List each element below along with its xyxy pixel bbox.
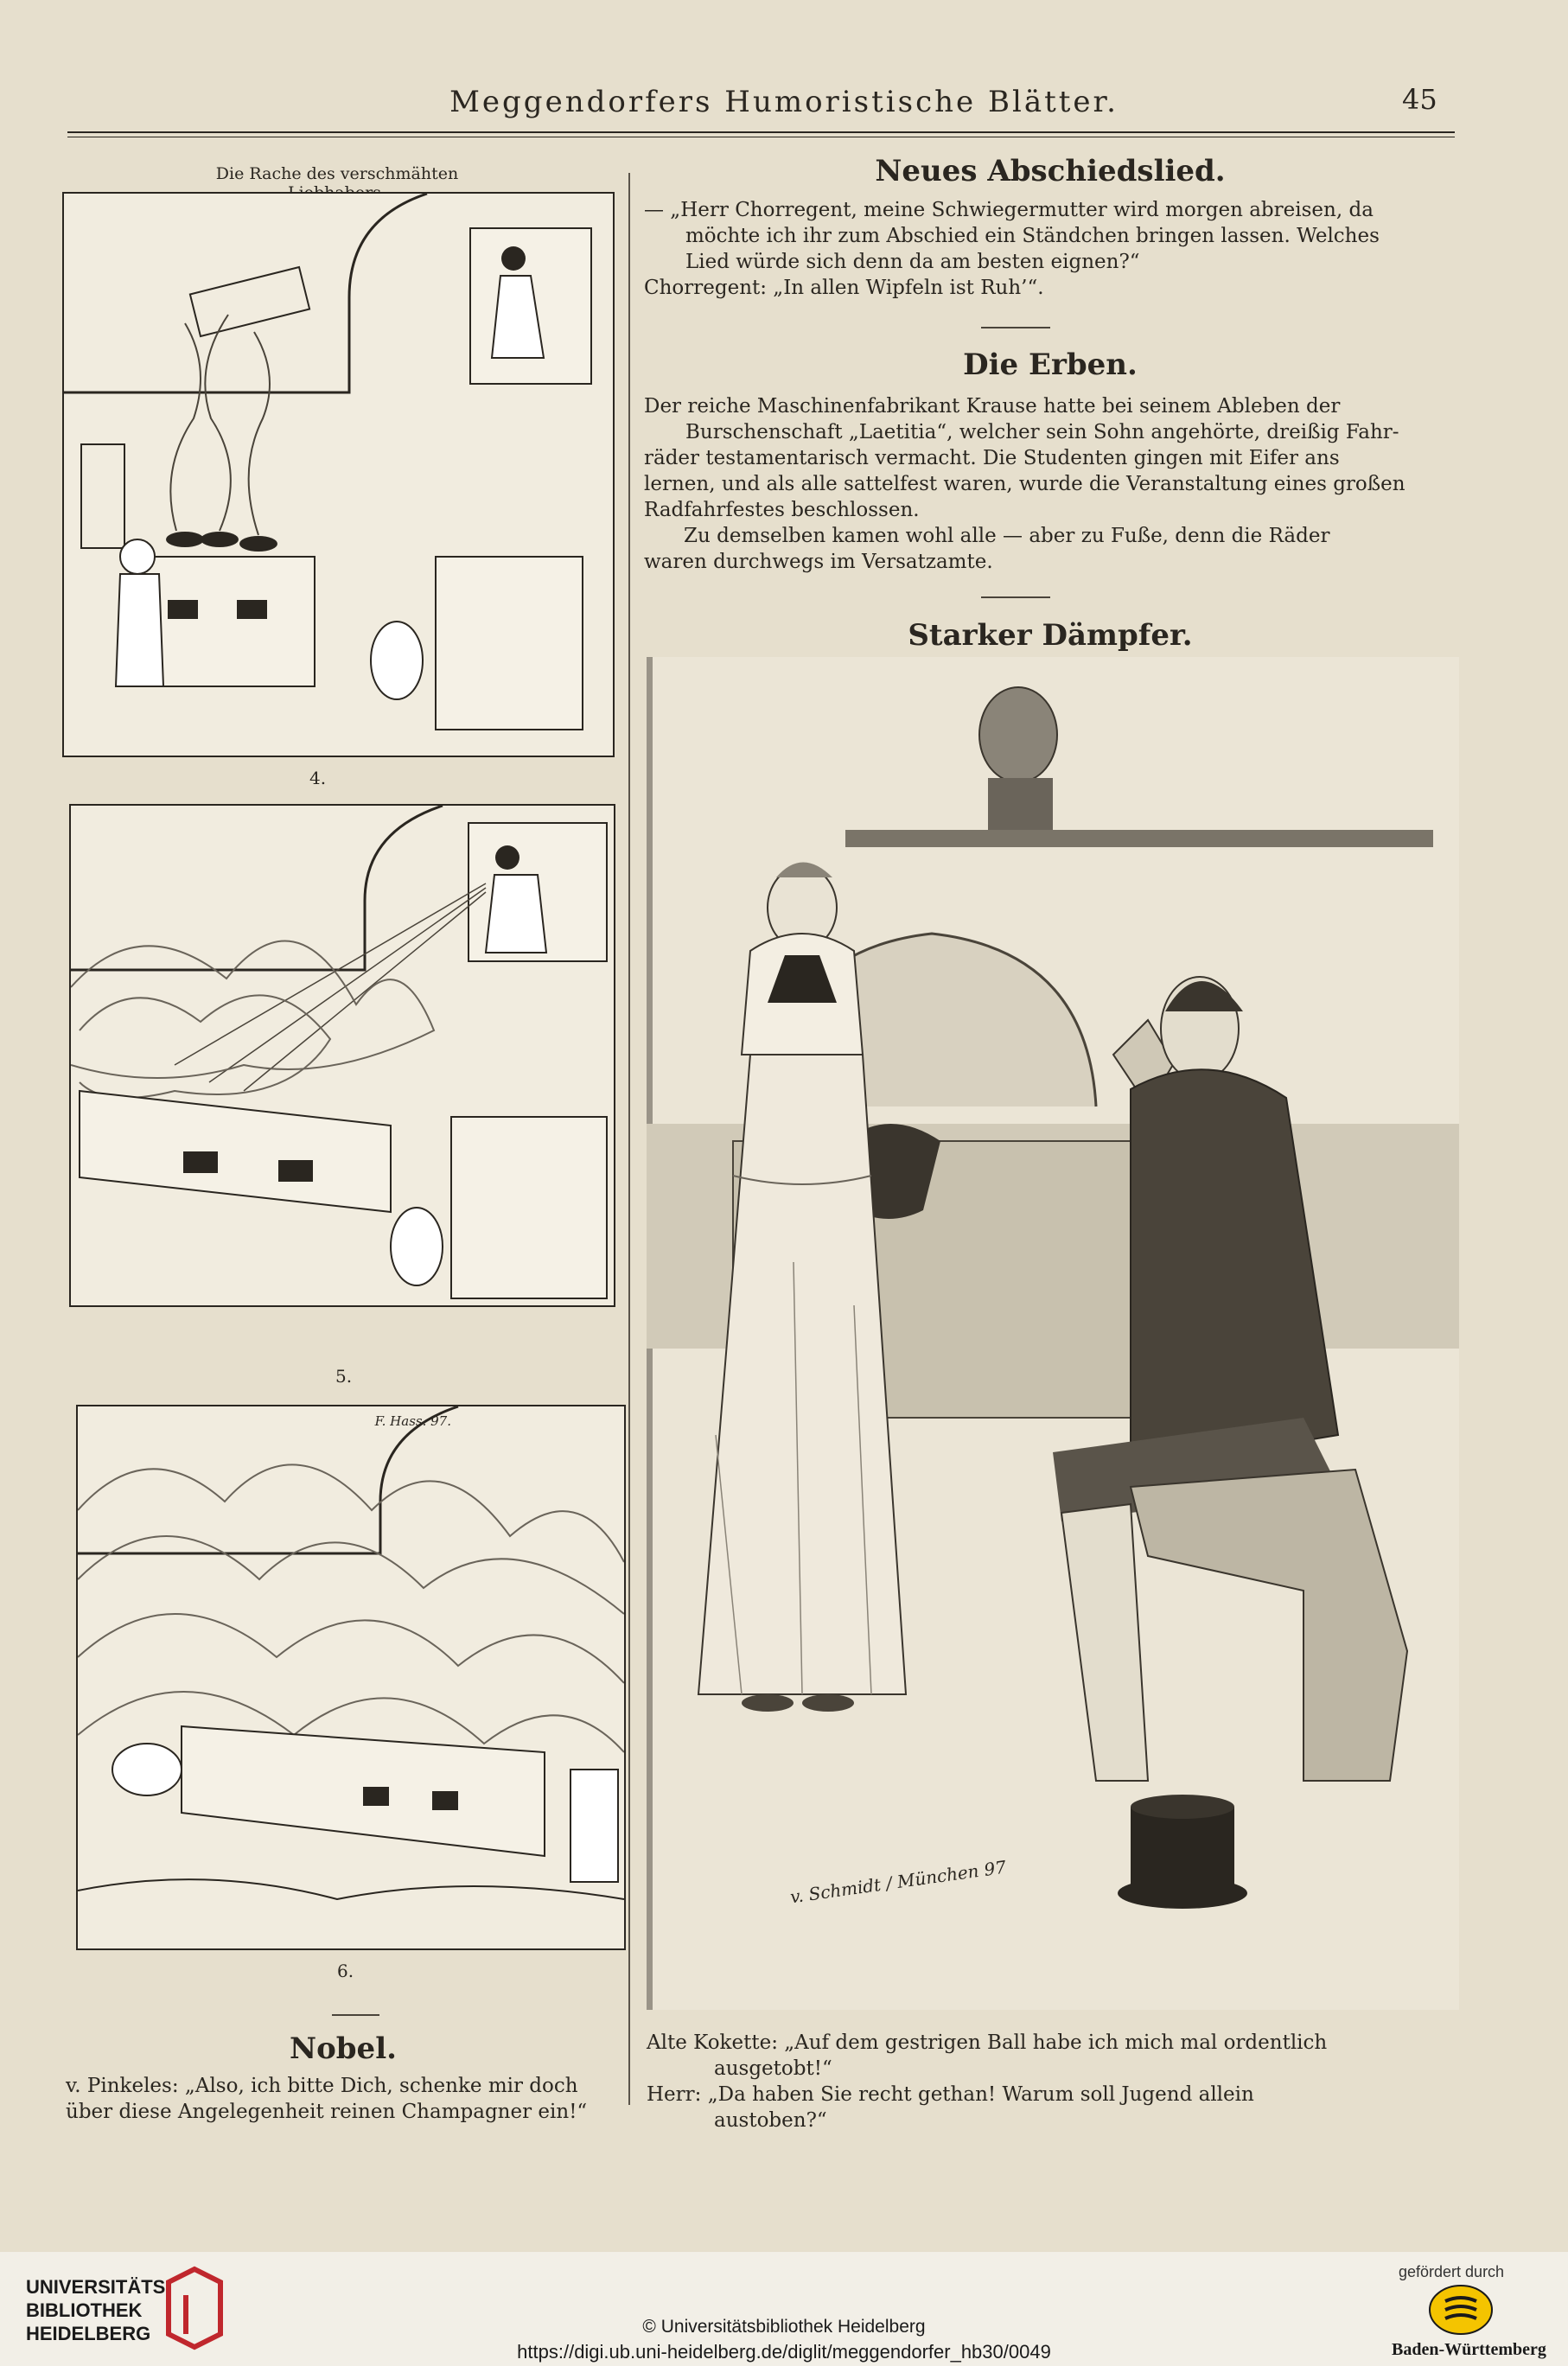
illustration-signature: v. Schmidt / München 97 <box>788 1856 1008 1908</box>
library-logo-icon <box>160 2265 229 2351</box>
header-rule <box>67 131 1455 133</box>
running-title: Meggendorfers Humoristische Blätter. <box>449 85 1119 119</box>
abschiedslied-line: — „Herr Chorregent, meine Schwiegermutter wird morgen abreisen, da <box>644 199 1374 221</box>
erben-line: räder testamentarisch vermacht. Die Studenten gingen mit Eifer ans <box>644 447 1340 469</box>
funded-by-label: gefördert durch <box>1399 2263 1505 2280</box>
salon-illustration <box>647 657 1459 2010</box>
noble-line: über diese Angelegenheit reinen Champagner ein!“ <box>66 2101 588 2123</box>
abschiedslied-line: Lied würde sich denn da am besten eignen?“ <box>685 251 1140 273</box>
panel-number-6: 6. <box>337 1961 354 1981</box>
panel-number-5: 5. <box>335 1366 353 1387</box>
section-rule <box>332 2014 379 2016</box>
daempfer-line: austoben?“ <box>714 2109 827 2132</box>
noble-line: „Also, ich bitte Dich, schenke mir doch <box>184 2075 578 2097</box>
library-name: UNIVERSITÄTS- BIBLIOTHEK HEIDELBERG <box>26 2276 172 2344</box>
comic-caption: Die Rache des verschmähten <box>215 164 459 183</box>
abschiedslied-line: möchte ich ihr zum Abschied ein Ständchen bringen lassen. Welches <box>685 225 1380 247</box>
daempfer-text <box>647 2030 1459 2133</box>
copyright-notice: © Universitätsbibliothek Heidelberg <box>642 2317 926 2337</box>
kitchen-steam-drawing <box>64 194 613 756</box>
noble-speaker: v. Pinkeles: <box>66 2075 179 2097</box>
state-name: Baden-Württemberg <box>1392 2340 1546 2359</box>
abschiedslied-line: Chorregent: „In allen Wipfeln ist Ruh’“. <box>644 277 1044 299</box>
daempfer-line: Alte Kokette: „Auf dem gestrigen Ball habe ich mich mal ordentlich <box>647 2031 1328 2054</box>
comic-panel-6 <box>76 1405 626 1950</box>
kitchen-steam-drawing <box>71 806 614 1305</box>
kitchen-steam-drawing <box>78 1406 624 1948</box>
erben-line: Zu demselben kamen wohl alle — aber zu Fuße, denn die Räder <box>684 525 1330 547</box>
daempfer-heading: Starker Dämpfer. <box>908 618 1193 653</box>
erben-line: Der reiche Maschinenfabrikant Krause hatte bei seinem Ableben der <box>644 395 1341 418</box>
noble-heading: Nobel. <box>290 2031 397 2066</box>
erben-line: Radfahrfestes beschlossen. <box>644 499 920 521</box>
comic-signature: F. Hass. 97. <box>374 1413 451 1429</box>
section-rule <box>981 596 1050 598</box>
noble-text <box>66 2073 628 2125</box>
column-divider <box>628 173 630 2105</box>
comic-panel-4 <box>62 192 615 757</box>
abschiedslied-text <box>644 197 1439 301</box>
page-number: 45 <box>1402 83 1437 116</box>
daempfer-line: ausgetobt!“ <box>714 2057 832 2080</box>
erben-line: lernen, und als alle sattelfest waren, wurde die Veranstaltung eines großen <box>644 473 1405 495</box>
daempfer-line: Herr: „Da haben Sie recht gethan! Warum soll Jugend allein <box>647 2083 1254 2106</box>
erben-line: waren durchwegs im Versatzamte. <box>644 551 993 573</box>
panel-number-4: 4. <box>309 768 327 788</box>
abschiedslied-heading: Neues Abschiedslied. <box>875 154 1226 188</box>
erben-line: Burschenschaft „Laetitia“, welcher sein Sohn angehörte, dreißig Fahr- <box>685 421 1399 443</box>
erben-heading: Die Erben. <box>963 348 1138 382</box>
salon-scene-drawing <box>647 657 1459 2010</box>
erben-text <box>644 393 1439 575</box>
section-rule <box>981 327 1050 328</box>
comic-panel-5 <box>69 804 615 1307</box>
permalink[interactable]: https://digi.ub.uni-heidelberg.de/diglit/meggendorfer_hb30/0049 <box>517 2341 1051 2363</box>
